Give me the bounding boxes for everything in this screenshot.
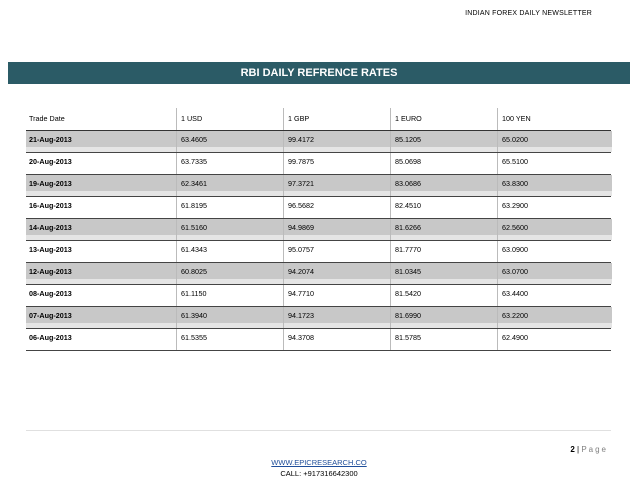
table-row — [26, 307, 611, 329]
call-number: CALL: +917316642300 — [280, 469, 358, 478]
euro-cell: 82.4510 — [390, 197, 498, 218]
euro-cell: 85.0698 — [390, 153, 498, 174]
yen-cell: 65.0200 — [497, 131, 612, 152]
trade-date-cell: 16-Aug-2013 — [26, 197, 176, 218]
usd-cell: 61.5355 — [176, 329, 284, 350]
usd-cell: 62.3461 — [176, 175, 284, 196]
column-header-yen: 100 YEN — [497, 108, 612, 130]
gbp-cell: 94.2074 — [283, 263, 391, 284]
page-separator: | — [577, 445, 580, 454]
euro-cell: 81.6990 — [390, 307, 498, 328]
usd-cell: 61.4343 — [176, 241, 284, 262]
table-row — [26, 219, 611, 241]
gbp-cell: 96.5682 — [283, 197, 391, 218]
usd-cell: 61.5160 — [176, 219, 284, 240]
yen-cell: 63.2900 — [497, 197, 612, 218]
trade-date-cell: 08-Aug-2013 — [26, 285, 176, 306]
usd-cell: 60.8025 — [176, 263, 284, 284]
table-row — [26, 197, 611, 219]
yen-cell: 62.5600 — [497, 219, 612, 240]
yen-cell: 63.4400 — [497, 285, 612, 306]
trade-date-cell: 21-Aug-2013 — [26, 131, 176, 152]
euro-cell: 81.5785 — [390, 329, 498, 350]
page-word: Page — [581, 445, 608, 454]
usd-cell: 61.1150 — [176, 285, 284, 306]
table-row — [26, 285, 611, 307]
table-row — [26, 175, 611, 197]
gbp-cell: 99.7875 — [283, 153, 391, 174]
yen-cell: 65.5100 — [497, 153, 612, 174]
table-header-row — [26, 108, 611, 131]
euro-cell: 81.0345 — [390, 263, 498, 284]
yen-cell: 62.4900 — [497, 329, 612, 350]
gbp-cell: 94.7710 — [283, 285, 391, 306]
trade-date-cell: 13-Aug-2013 — [26, 241, 176, 262]
euro-cell: 81.7770 — [390, 241, 498, 262]
usd-cell: 63.4605 — [176, 131, 284, 152]
gbp-cell: 94.1723 — [283, 307, 391, 328]
section-title-bar — [8, 62, 630, 84]
yen-cell: 63.2200 — [497, 307, 612, 328]
gbp-cell: 95.0757 — [283, 241, 391, 262]
column-header-euro: 1 EURO — [390, 108, 498, 130]
column-header-usd: 1 USD — [176, 108, 284, 130]
usd-cell: 61.3940 — [176, 307, 284, 328]
yen-cell: 63.0900 — [497, 241, 612, 262]
column-header-gbp: 1 GBP — [283, 108, 391, 130]
section-title: RBI DAILY REFRENCE RATES — [240, 67, 398, 79]
page-number-label — [570, 445, 608, 454]
euro-cell: 85.1205 — [390, 131, 498, 152]
euro-cell: 83.0686 — [390, 175, 498, 196]
gbp-cell: 99.4172 — [283, 131, 391, 152]
trade-date-cell: 06-Aug-2013 — [26, 329, 176, 350]
trade-date-cell: 14-Aug-2013 — [26, 219, 176, 240]
gbp-cell: 94.3708 — [283, 329, 391, 350]
usd-cell: 61.8195 — [176, 197, 284, 218]
trade-date-cell: 12-Aug-2013 — [26, 263, 176, 284]
table-row — [26, 153, 611, 175]
table-row — [26, 241, 611, 263]
usd-cell: 63.7335 — [176, 153, 284, 174]
column-header-trade-date: Trade Date — [29, 114, 65, 123]
page-number: 2 — [570, 445, 575, 454]
trade-date-cell: 07-Aug-2013 — [26, 307, 176, 328]
yen-cell: 63.0700 — [497, 263, 612, 284]
trade-date-cell: 19-Aug-2013 — [26, 175, 176, 196]
gbp-cell: 94.9869 — [283, 219, 391, 240]
yen-cell: 63.8300 — [497, 175, 612, 196]
table-row — [26, 263, 611, 285]
footer-divider — [26, 430, 611, 431]
trade-date-cell: 20-Aug-2013 — [26, 153, 176, 174]
gbp-cell: 97.3721 — [283, 175, 391, 196]
website-link[interactable]: WWW.EPICRESEARCH.CO — [271, 458, 367, 467]
rates-table — [26, 108, 611, 351]
euro-cell: 81.6266 — [390, 219, 498, 240]
euro-cell: 81.5420 — [390, 285, 498, 306]
newsletter-title: INDIAN FOREX DAILY NEWSLETTER — [465, 10, 592, 17]
table-row — [26, 329, 611, 351]
table-row — [26, 131, 611, 153]
